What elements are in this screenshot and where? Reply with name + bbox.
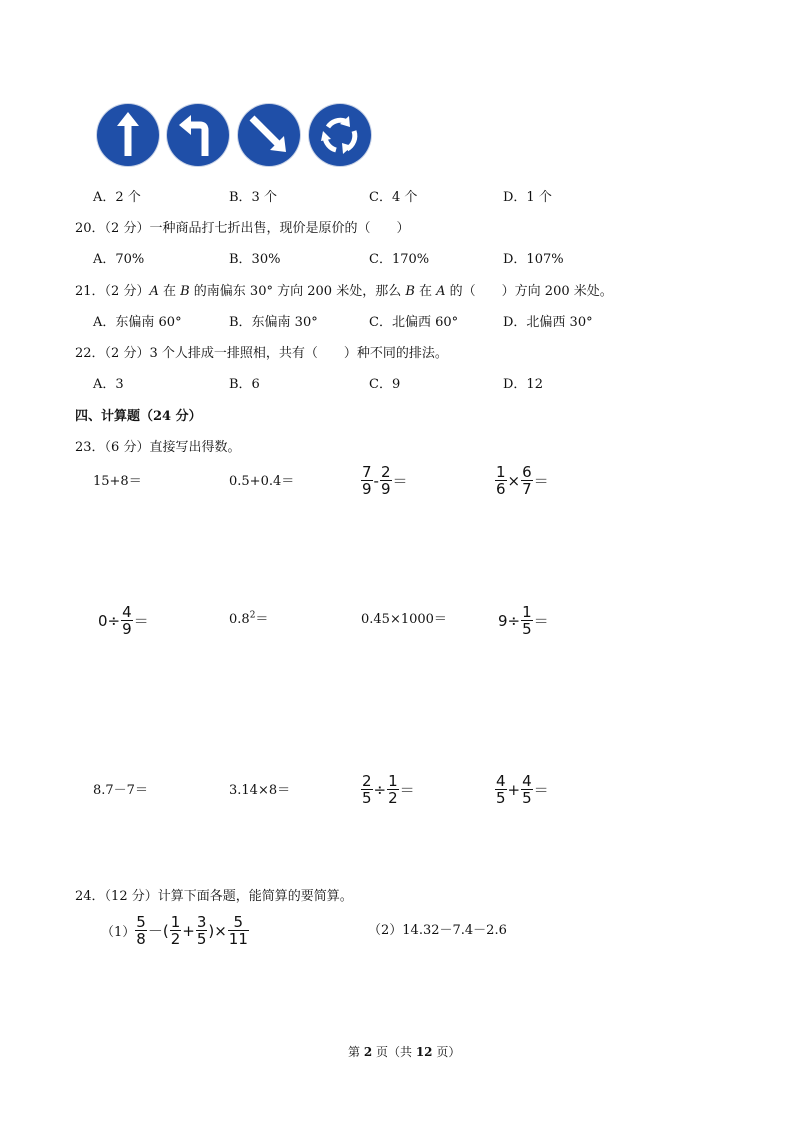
q23-stem: 23．（6 分）直接写出得数。 [75, 440, 241, 455]
q19-option-a: A．2 个 [93, 190, 141, 205]
fraction: $\frac{7}{9}$ [362, 463, 372, 498]
fraction: $\frac{4}{5}$ [496, 772, 506, 807]
q23-r1-e2: 0.5+0.4＝ [229, 474, 295, 489]
q19-option-c: C．4 个 [369, 190, 418, 205]
q22-stem: 22．（2 分）3 个人排成一排照相，共有（ ）种不同的排法。 [75, 346, 448, 361]
q23-r3-e2: 3.14×8＝ [229, 783, 291, 798]
diagonal-down-right-arrow-icon [238, 104, 300, 166]
q23-r2-e1: 0÷ $\frac{4}{9}$ ＝ [98, 603, 149, 638]
fraction: $\frac{6}{7}$ [522, 463, 532, 498]
q19-option-b: B．3 个 [229, 190, 277, 205]
q20-stem: 20．（2 分）一种商品打七折出售，现价是原价的（ ） [75, 221, 410, 236]
q22-option-d: D．12 [503, 377, 543, 392]
q23-r2-e2: $0.8^2=$ [229, 610, 269, 627]
fraction: $\frac{5}{8}$ [136, 913, 146, 948]
fraction: $\frac{4}{9}$ [122, 603, 132, 638]
q23-r3-e4: $\frac{4}{5}$ + $\frac{4}{5}$ ＝ [496, 772, 549, 807]
q22-option-c: C．9 [369, 377, 401, 392]
fraction: $\frac{1}{2}$ [170, 913, 181, 948]
fraction: $\frac{2}{5}$ [362, 772, 372, 807]
left-turn-arrow-icon [167, 104, 229, 166]
q21-option-d: D．北偏西 30° [503, 315, 593, 330]
sign-roundabout [309, 104, 371, 166]
fraction: $\frac{1}{2}$ [388, 772, 398, 807]
q23-r1-e3: $\frac{7}{9}$ - $\frac{2}{9}$ ＝ [362, 463, 408, 498]
q24-part2: （2）14.32－7.4－2.6 [368, 923, 507, 938]
q23-r3-e1: 8.7－7＝ [93, 783, 148, 798]
roundabout-icon [309, 104, 371, 166]
q20-option-d: D．107% [503, 252, 564, 267]
page-footer: 第 2 页（共 12 页） [348, 1045, 461, 1059]
q21-option-b: B．东偏南 30° [229, 315, 318, 330]
sign-diagonal [238, 104, 300, 166]
q23-r1-e1: 15+8＝ [93, 474, 142, 489]
fraction: $\frac{3}{5}$ [196, 913, 207, 948]
fraction: $\frac{1}{5}$ [522, 603, 532, 638]
sign-left-turn [167, 104, 229, 166]
q21-stem: 21．（2 分）A 在 B 的南偏东 30° 方向 200 米处，那么 B 在 A 的（ ）方向 200 米处。 [75, 284, 613, 299]
q24-part1: （1） $\frac{5}{8}$ －( $\frac{1}{2}$ + $\frac{3}{5}$ )× $\frac{5}{11}$ [101, 913, 248, 948]
sign-straight [97, 104, 159, 166]
q20-option-b: B．30% [229, 252, 281, 267]
fraction: $\frac{5}{11}$ [228, 913, 248, 948]
q23-r1-e4: $\frac{1}{6}$ × $\frac{6}{7}$ ＝ [496, 463, 549, 498]
section-heading: 四、计算题（24 分） [75, 409, 202, 424]
q21-option-a: A．东偏南 60° [93, 315, 182, 330]
q22-option-a: A．3 [93, 377, 124, 392]
q20-option-c: C．170% [369, 252, 430, 267]
q23-r2-e3: 0.45×1000＝ [361, 612, 447, 627]
q21-option-c: C．北偏西 60° [369, 315, 459, 330]
fraction: $\frac{1}{6}$ [496, 463, 506, 498]
straight-arrow-icon [97, 104, 159, 166]
q24-stem: 24．（12 分）计算下面各题，能简算的要简算。 [75, 889, 353, 904]
q20-option-a: A．70% [93, 252, 145, 267]
fraction: $\frac{2}{9}$ [380, 463, 391, 498]
q22-option-b: B．6 [229, 377, 260, 392]
q23-r2-e4: 9÷ $\frac{1}{5}$ ＝ [498, 603, 549, 638]
q19-option-d: D．1 个 [503, 190, 552, 205]
fraction: $\frac{4}{5}$ [522, 772, 532, 807]
q23-r3-e3: $\frac{2}{5}$ ÷ $\frac{1}{2}$ ＝ [362, 772, 415, 807]
